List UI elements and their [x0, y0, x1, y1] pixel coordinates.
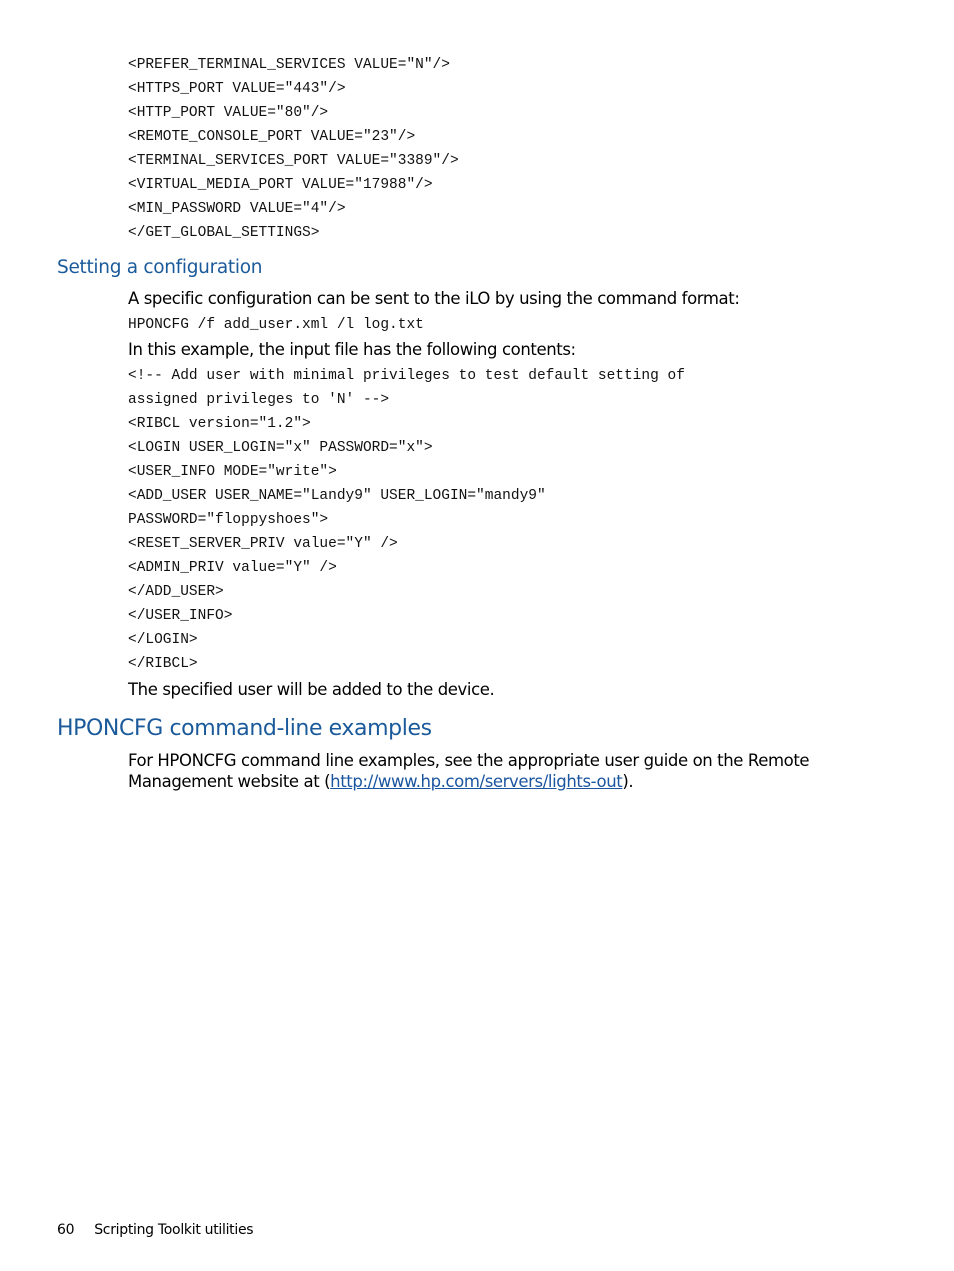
code-line: <USER_INFO MODE="write">: [128, 464, 337, 480]
code-line: <RIBCL version="1.2">: [128, 416, 311, 432]
code-line: <!-- Add user with minimal privileges to test default setting of: [128, 368, 685, 384]
code-line: <VIRTUAL_MEDIA_PORT VALUE="17988"/>: [128, 177, 433, 193]
code-line: <TERMINAL_SERVICES_PORT VALUE="3389"/>: [128, 153, 459, 169]
code-line: assigned privileges to 'N' -->: [128, 392, 390, 408]
code-block-add-user: [128, 364, 685, 676]
code-line: <MIN_PASSWORD VALUE="4"/>: [128, 201, 346, 217]
code-line: <HTTPS_PORT VALUE="443"/>: [128, 81, 346, 97]
code-line: </USER_INFO>: [128, 608, 233, 624]
heading-setting-configuration: Setting a configuration: [57, 257, 263, 278]
examples-text-after: ).: [622, 772, 634, 791]
code-block-global-settings: [128, 53, 459, 245]
closing-text: The specified user will be added to the device.: [128, 680, 495, 699]
page-number: 60: [57, 1222, 75, 1238]
heading-command-line-examples: HPONCFG command-line examples: [57, 716, 432, 741]
code-line: <ADMIN_PRIV value="Y" />: [128, 560, 337, 576]
code-line: PASSWORD="floppyshoes">: [128, 512, 329, 528]
page-footer: [57, 1222, 253, 1238]
hp-lights-out-link[interactable]: http://www.hp.com/servers/lights-out: [330, 772, 623, 791]
code-line: </LOGIN>: [128, 632, 198, 648]
code-line: <ADD_USER USER_NAME="Landy9" USER_LOGIN="mandy9": [128, 488, 546, 504]
examples-text-before: For HPONCFG command line examples, see the appropriate user guide on the Remote Management website at (: [128, 751, 810, 791]
code-line: <HTTP_PORT VALUE="80"/>: [128, 105, 329, 121]
command-example: HPONCFG /f add_user.xml /l log.txt: [128, 317, 424, 333]
code-line: <PREFER_TERMINAL_SERVICES VALUE="N"/>: [128, 57, 450, 73]
example-intro-text: In this example, the input file has the following contents:: [128, 340, 576, 359]
chapter-title: Scripting Toolkit utilities: [94, 1222, 254, 1238]
code-line: </RIBCL>: [128, 656, 198, 672]
code-line: <RESET_SERVER_PRIV value="Y" />: [128, 536, 398, 552]
code-line: </ADD_USER>: [128, 584, 224, 600]
code-line: <REMOTE_CONSOLE_PORT VALUE="23"/>: [128, 129, 416, 145]
setting-intro-text: A specific configuration can be sent to the iLO by using the command format:: [128, 289, 740, 308]
code-line: <LOGIN USER_LOGIN="x" PASSWORD="x">: [128, 440, 433, 456]
code-line: </GET_GLOBAL_SETTINGS>: [128, 225, 320, 241]
examples-paragraph: [128, 750, 888, 792]
